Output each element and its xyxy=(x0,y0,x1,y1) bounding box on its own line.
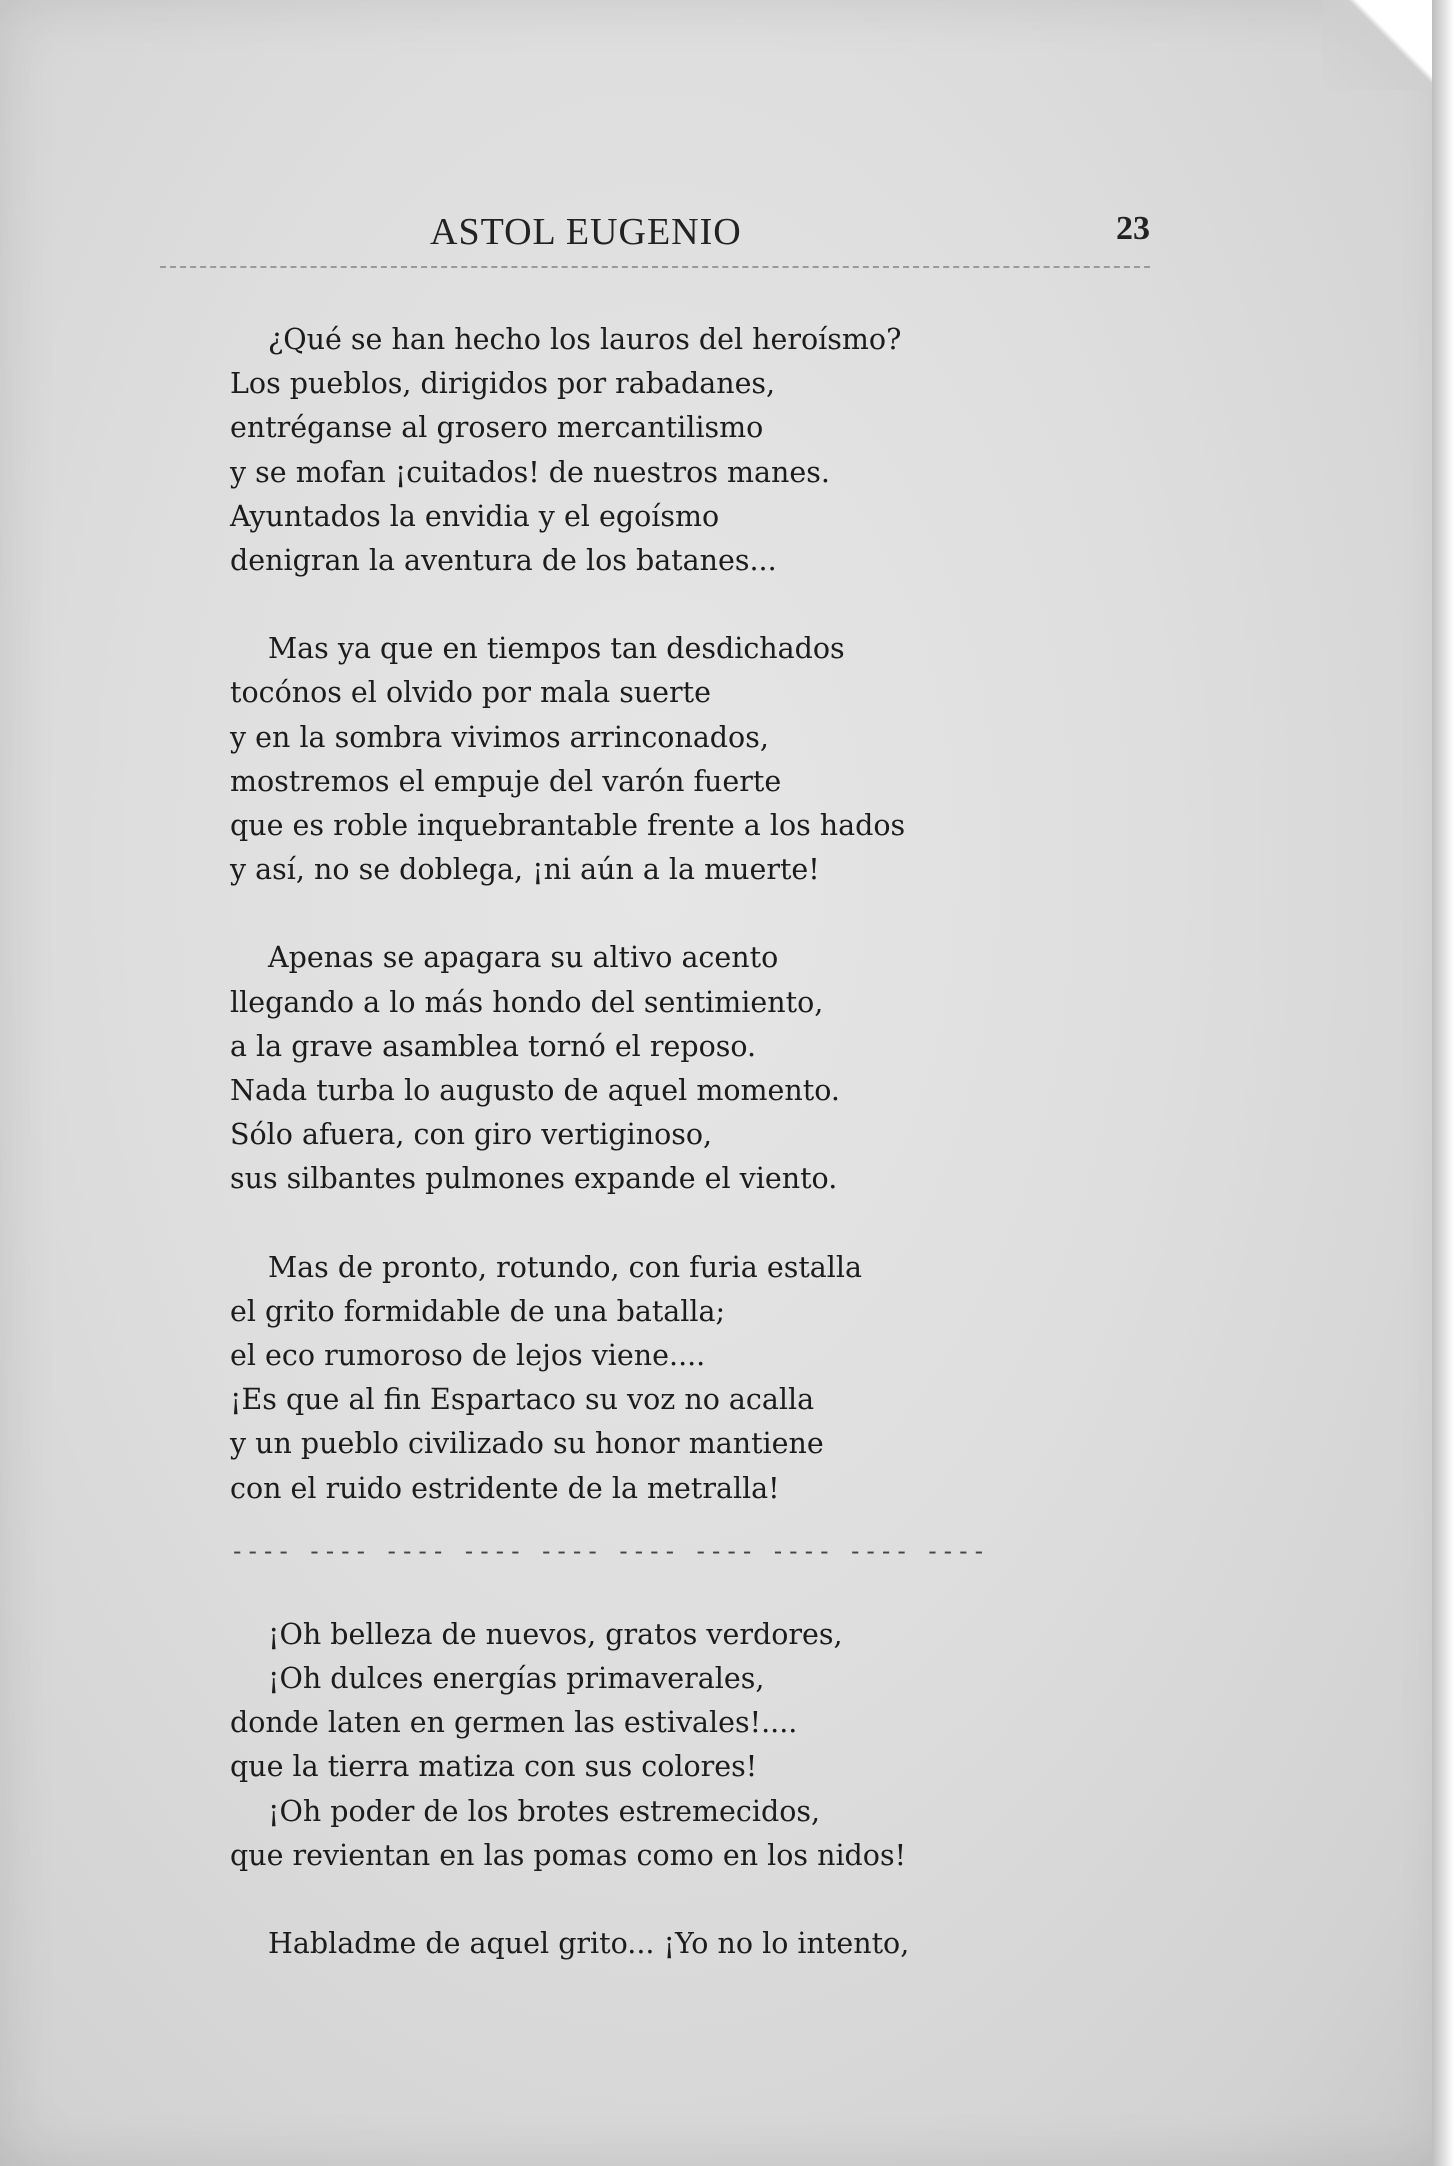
verse-line: Mas ya que en tiempos tan desdichados xyxy=(268,632,845,666)
verse-line: con el ruido estridente de la metralla! xyxy=(230,1471,780,1505)
verse-line: que la tierra matiza con sus colores! xyxy=(230,1750,758,1784)
verse-line: y en la sombra vivimos arrinconados, xyxy=(230,720,769,754)
verse-line: mostremos el empuje del varón fuerte xyxy=(230,764,782,798)
stanza xyxy=(230,1246,1110,1511)
verse-line: el grito formidable de una batalla; xyxy=(230,1294,726,1328)
page-header xyxy=(160,210,1150,266)
verse-line: ¡Oh poder de los brotes estremecidos, xyxy=(268,1794,821,1828)
page-number: 23 xyxy=(1116,210,1150,247)
verse-line: donde laten en germen las estivales!.... xyxy=(230,1706,798,1740)
verse-line: el eco rumoroso de lejos viene.... xyxy=(230,1339,706,1373)
verse-line: ¿Qué se han hecho los lauros del heroísmo? xyxy=(268,323,902,356)
verse-line: y se mofan ¡cuitados! de nuestros manes. xyxy=(230,455,830,489)
stanza xyxy=(230,1613,1110,1878)
verse-line: Ayuntados la envidia y el egoísmo xyxy=(230,499,720,533)
verse-line: Habladme de aquel grito... ¡Yo no lo intento, xyxy=(268,1927,910,1961)
verse-line: denigran la aventura de los batanes... xyxy=(230,544,777,578)
verse-line: Sólo afuera, con giro vertiginoso, xyxy=(230,1118,713,1152)
verse-line: Mas de pronto, rotundo, con furia estalla xyxy=(268,1250,862,1284)
page-edge xyxy=(1432,0,1454,2166)
verse-line: y así, no se doblega, ¡ni aún a la muerte! xyxy=(230,853,820,887)
verse-line: ¡Oh belleza de nuevos, gratos verdores, xyxy=(268,1617,843,1651)
verse-line: que revientan en las pomas como en los nidos! xyxy=(230,1838,907,1872)
verse-line: sus silbantes pulmones expande el viento. xyxy=(230,1162,838,1196)
verse-line: y un pueblo civilizado su honor mantiene xyxy=(230,1427,824,1461)
header-rule xyxy=(160,266,1150,268)
verse-line: Apenas se apagara su altivo acento xyxy=(268,941,779,975)
verse-line: ¡Es que al fin Espartaco su voz no acalla xyxy=(230,1383,815,1417)
verse-line: Los pueblos, dirigidos por rabadanes, xyxy=(230,367,776,401)
poem-body xyxy=(230,318,1110,2010)
page-corner-fold xyxy=(1322,0,1432,90)
stanza xyxy=(230,936,1110,1201)
verse-line: que es roble inquebrantable frente a los hados xyxy=(230,809,906,843)
section-separator: ---- ---- ---- ---- ---- ---- ---- ---- ---- ---- xyxy=(230,1536,988,1565)
stanza xyxy=(230,627,1110,892)
stanza xyxy=(230,318,1110,583)
verse-line: entréganse al grosero mercantilismo xyxy=(230,411,764,445)
verse-line: Nada turba lo augusto de aquel momento. xyxy=(230,1074,840,1108)
verse-line: tocónos el olvido por mala suerte xyxy=(230,676,711,710)
verse-line: ¡Oh dulces energías primaverales, xyxy=(268,1662,765,1696)
stanza xyxy=(230,1922,1110,1966)
running-title: ASTOL EUGENIO xyxy=(430,211,742,253)
verse-line: llegando a lo más hondo del sentimiento, xyxy=(230,985,824,1019)
verse-line: a la grave asamblea tornó el reposo. xyxy=(230,1029,757,1063)
